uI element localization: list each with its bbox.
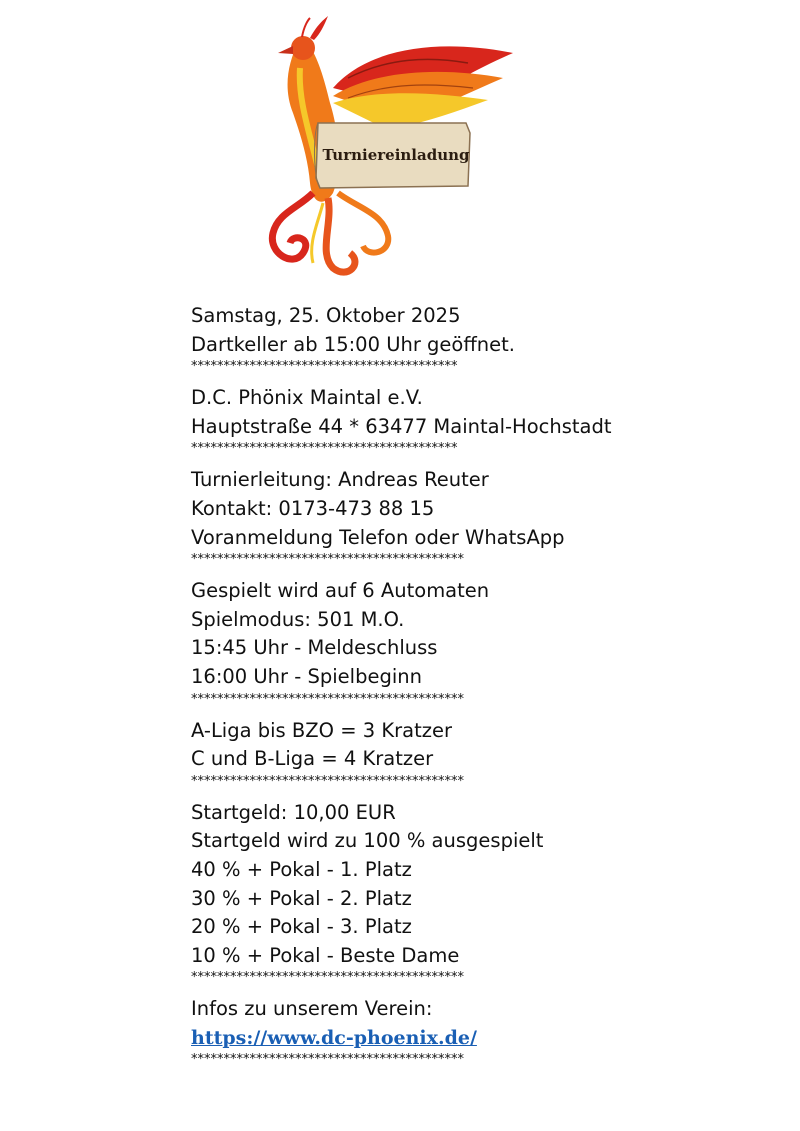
prize-first: 40 % + Pokal - 1. Platz [191, 857, 412, 881]
section-club [191, 384, 711, 457]
payout-note: Startgeld wird zu 100 % ausgespielt [191, 829, 544, 853]
tournament-director: Turnierleitung: Andreas Reuter [191, 468, 489, 492]
separator: ***************************************** [191, 441, 458, 457]
section-contact [191, 466, 711, 568]
info-label: Infos zu unserem Verein: [191, 997, 433, 1021]
handicap-c-b-liga: C und B-Liga = 4 Kratzer [191, 747, 434, 771]
invitation-text [191, 302, 711, 1077]
separator: ****************************************** [191, 1051, 464, 1067]
phoenix-tail [272, 193, 313, 259]
prize-second: 30 % + Pokal - 2. Platz [191, 886, 412, 910]
prize-third: 20 % + Pokal - 3. Platz [191, 915, 412, 939]
handicap-a-liga: A-Liga bis BZO = 3 Kratzer [191, 718, 452, 742]
club-name: D.C. Phönix Maintal e.V. [191, 386, 423, 410]
phoenix-head [291, 36, 315, 60]
separator: ****************************************** [191, 773, 464, 789]
separator: ****************************************** [191, 970, 464, 986]
section-handicap [191, 717, 711, 790]
machines-line: Gespielt wird auf 6 Automaten [191, 579, 490, 603]
separator: ****************************************** [191, 552, 464, 568]
section-footer [191, 995, 711, 1068]
game-mode: Spielmodus: 501 M.O. [191, 607, 405, 631]
separator: ***************************************** [191, 359, 458, 375]
section-game [191, 577, 711, 707]
separator: ****************************************** [191, 691, 464, 707]
club-website-link[interactable]: https://www.dc-phoenix.de/ [191, 1026, 477, 1049]
banner-scroll [314, 123, 470, 188]
club-address: Hauptstraße 44 * 63477 Maintal-Hochstadt [191, 414, 612, 438]
banner-text: Turniereinladung [322, 146, 470, 164]
registration-deadline: 15:45 Uhr - Meldeschluss [191, 636, 438, 660]
section-prizes [191, 799, 711, 987]
registration-note: Voranmeldung Telefon oder WhatsApp [191, 525, 565, 549]
phoenix-logo [238, 8, 528, 283]
contact-phone: Kontakt: 0173-473 88 15 [191, 496, 435, 520]
date-line: Samstag, 25. Oktober 2025 [191, 304, 461, 327]
opening-line: Dartkeller ab 15:00 Uhr geöffnet. [191, 332, 515, 356]
game-start: 16:00 Uhr - Spielbeginn [191, 664, 422, 688]
section-date [191, 302, 711, 375]
prize-best-lady: 10 % + Pokal - Beste Dame [191, 943, 460, 967]
entry-fee: Startgeld: 10,00 EUR [191, 800, 396, 824]
